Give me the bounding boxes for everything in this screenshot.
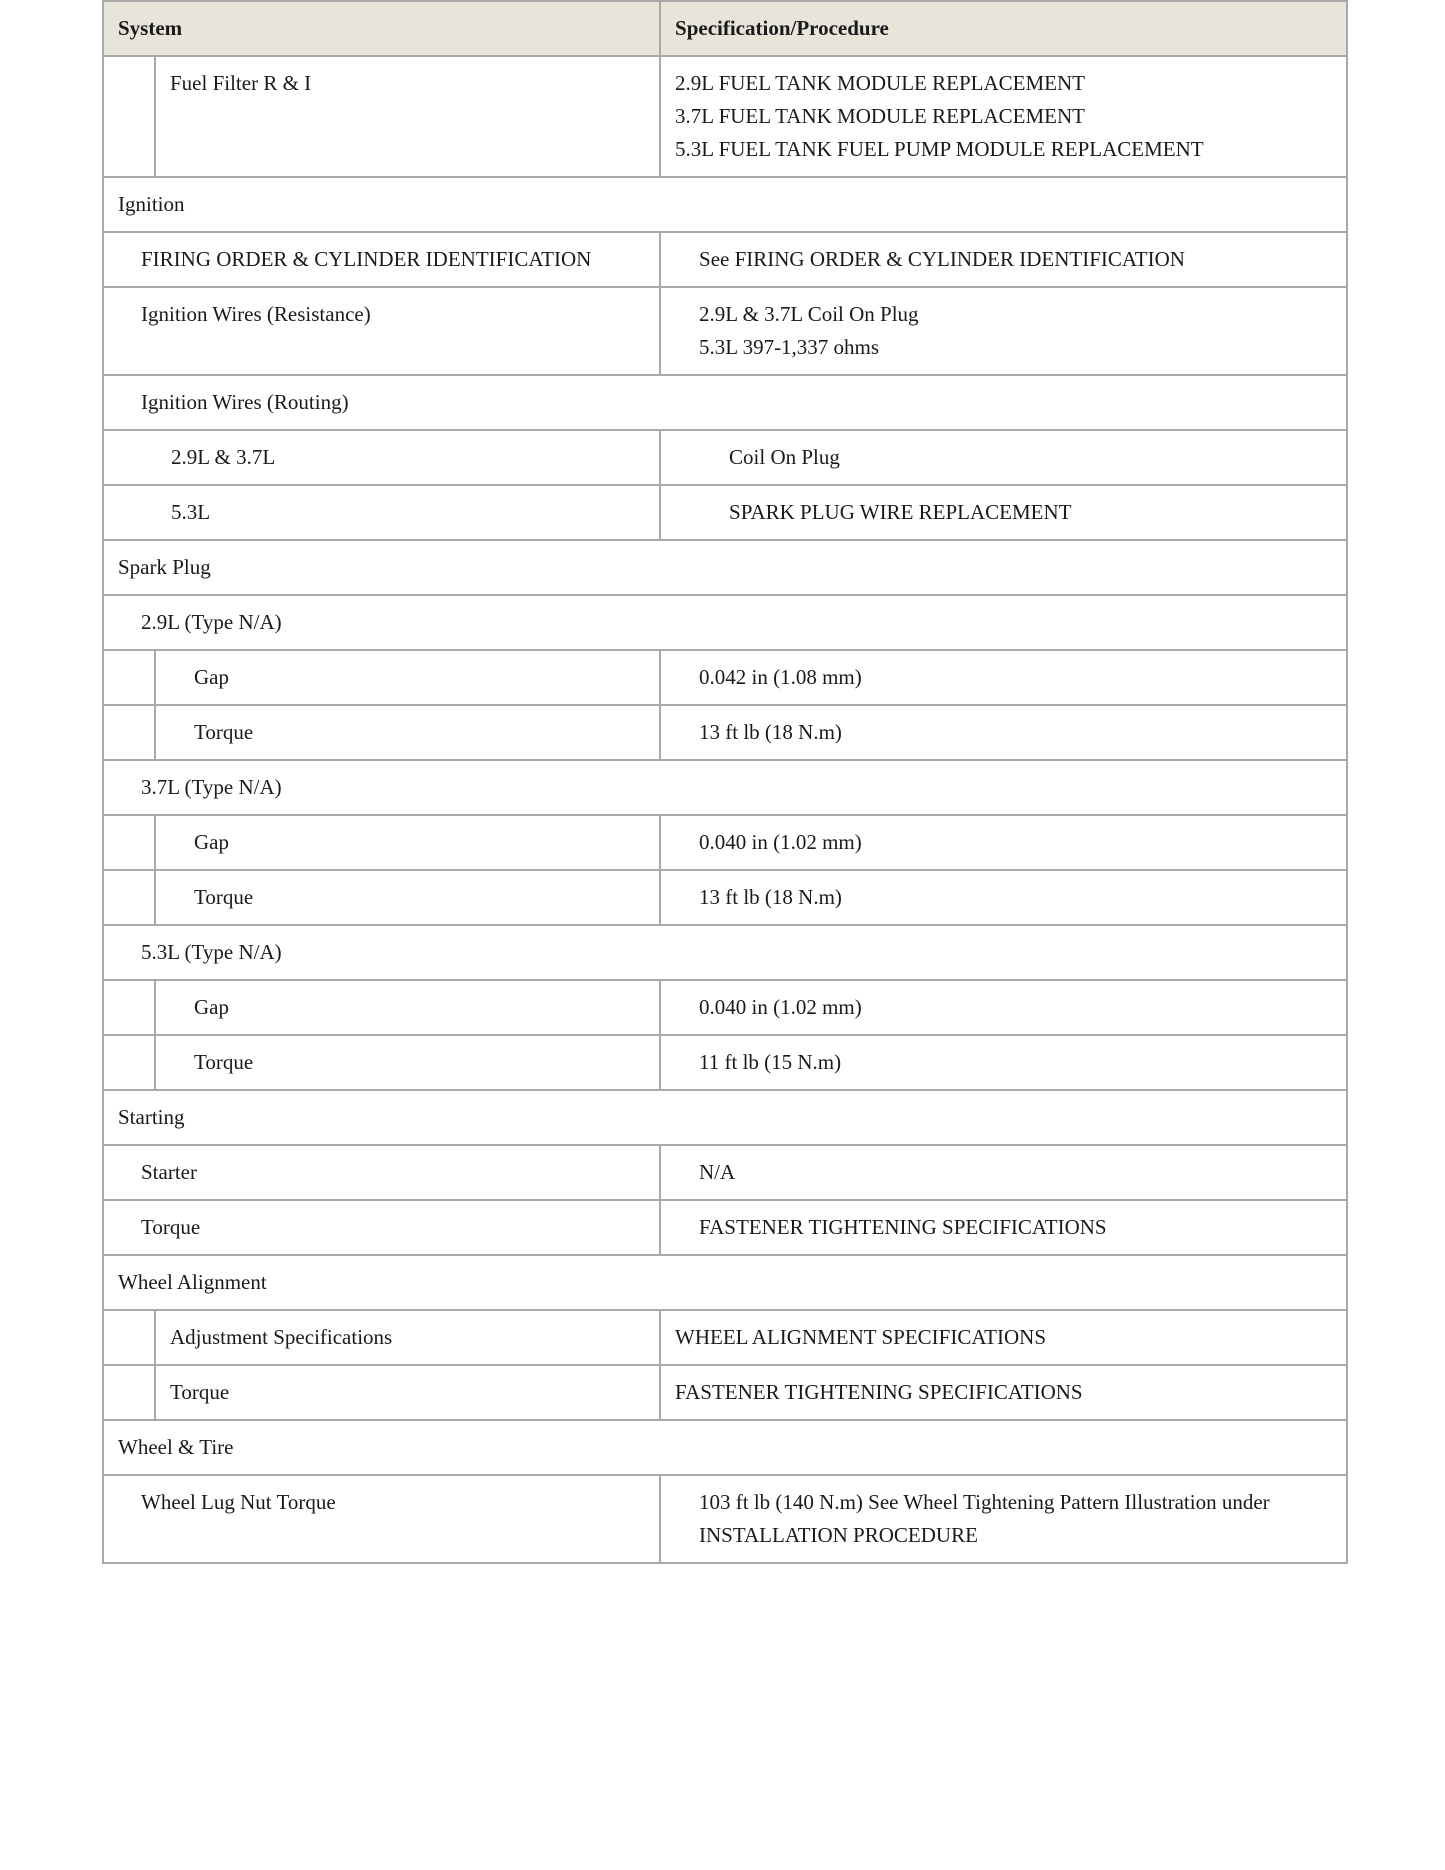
spec-line: INSTALLATION PROCEDURE [699, 1523, 978, 1547]
spec-cell [660, 56, 1347, 177]
system-cell: Adjustment Specifications [155, 1310, 660, 1365]
specification-table [102, 0, 1348, 1564]
table-row [103, 287, 1347, 375]
section-row [103, 540, 1347, 595]
system-cell: Gap [155, 980, 660, 1035]
spec-line: 2.9L FUEL TANK MODULE REPLACEMENT [675, 71, 1085, 95]
section-row [103, 177, 1347, 232]
spec-cell: 0.042 in (1.08 mm) [660, 650, 1347, 705]
section-title-ignition: Ignition [103, 177, 1347, 232]
column-header-spec: Specification/Procedure [660, 1, 1347, 56]
system-cell: Ignition Wires (Resistance) [103, 287, 660, 375]
system-cell: Torque [155, 1365, 660, 1420]
subsection-row [103, 595, 1347, 650]
section-row [103, 1420, 1347, 1475]
spec-cell: FASTENER TIGHTENING SPECIFICATIONS [660, 1200, 1347, 1255]
system-cell: Torque [155, 1035, 660, 1090]
table-header-row [103, 1, 1347, 56]
spec-cell: 0.040 in (1.02 mm) [660, 815, 1347, 870]
section-title-starting: Starting [103, 1090, 1347, 1145]
table-row [103, 1035, 1347, 1090]
spec-line: 5.3L FUEL TANK FUEL PUMP MODULE REPLACEMENT [675, 137, 1204, 161]
spec-cell: FASTENER TIGHTENING SPECIFICATIONS [660, 1365, 1347, 1420]
table-row [103, 1475, 1347, 1563]
spec-line: 5.3L 397-1,337 ohms [699, 335, 880, 359]
subsection-row [103, 760, 1347, 815]
indent-cell [103, 870, 155, 925]
spec-cell: 0.040 in (1.02 mm) [660, 980, 1347, 1035]
system-cell: Torque [155, 705, 660, 760]
table-row [103, 485, 1347, 540]
section-title-wheel-alignment: Wheel Alignment [103, 1255, 1347, 1310]
table-row [103, 980, 1347, 1035]
table-row [103, 1310, 1347, 1365]
spec-cell: N/A [660, 1145, 1347, 1200]
subsection-title: 3.7L (Type N/A) [103, 760, 1347, 815]
subsection-row [103, 925, 1347, 980]
table-row [103, 870, 1347, 925]
table-row [103, 705, 1347, 760]
system-cell: Fuel Filter R & I [155, 56, 660, 177]
spec-cell [660, 1475, 1347, 1563]
spec-line: 2.9L & 3.7L Coil On Plug [699, 302, 919, 326]
subsection-title: 5.3L (Type N/A) [103, 925, 1347, 980]
system-cell: Gap [155, 650, 660, 705]
section-title-spark-plug: Spark Plug [103, 540, 1347, 595]
table-row [103, 1145, 1347, 1200]
table-row [103, 1200, 1347, 1255]
indent-cell [103, 980, 155, 1035]
spec-line: 103 ft lb (140 N.m) See Wheel Tightening Pattern Illustration under [699, 1490, 1270, 1514]
table-row [103, 815, 1347, 870]
table-row [103, 650, 1347, 705]
system-cell: Starter [103, 1145, 660, 1200]
table-row [103, 430, 1347, 485]
spec-cell: 13 ft lb (18 N.m) [660, 870, 1347, 925]
spec-cell: Coil On Plug [660, 430, 1347, 485]
spec-cell: WHEEL ALIGNMENT SPECIFICATIONS [660, 1310, 1347, 1365]
system-cell: Torque [103, 1200, 660, 1255]
table-row [103, 56, 1347, 177]
column-header-system: System [103, 1, 660, 56]
indent-cell [103, 1365, 155, 1420]
indent-cell [103, 705, 155, 760]
system-cell: FIRING ORDER & CYLINDER IDENTIFICATION [103, 232, 660, 287]
system-cell: 2.9L & 3.7L [103, 430, 660, 485]
spec-cell: SPARK PLUG WIRE REPLACEMENT [660, 485, 1347, 540]
indent-cell [103, 650, 155, 705]
spec-line: 3.7L FUEL TANK MODULE REPLACEMENT [675, 104, 1085, 128]
system-cell: Torque [155, 870, 660, 925]
system-cell: Gap [155, 815, 660, 870]
subsection-title: Ignition Wires (Routing) [103, 375, 1347, 430]
spec-cell: 11 ft lb (15 N.m) [660, 1035, 1347, 1090]
section-row [103, 1090, 1347, 1145]
table-row [103, 232, 1347, 287]
section-title-wheel-tire: Wheel & Tire [103, 1420, 1347, 1475]
system-cell: Wheel Lug Nut Torque [103, 1475, 660, 1563]
table-row [103, 1365, 1347, 1420]
indent-cell [103, 1310, 155, 1365]
system-cell: 5.3L [103, 485, 660, 540]
indent-cell [103, 56, 155, 177]
spec-cell [660, 287, 1347, 375]
indent-cell [103, 815, 155, 870]
section-row [103, 1255, 1347, 1310]
spec-cell: See FIRING ORDER & CYLINDER IDENTIFICATION [660, 232, 1347, 287]
subsection-title: 2.9L (Type N/A) [103, 595, 1347, 650]
subsection-row [103, 375, 1347, 430]
indent-cell [103, 1035, 155, 1090]
spec-cell: 13 ft lb (18 N.m) [660, 705, 1347, 760]
